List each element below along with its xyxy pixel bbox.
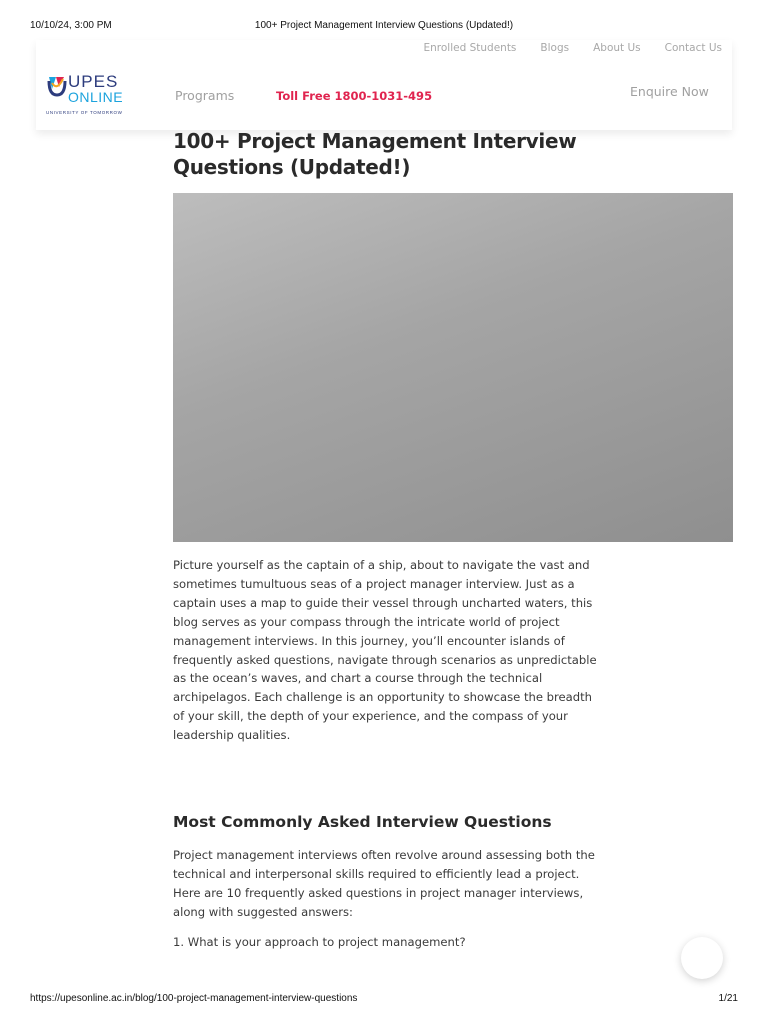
hero-image xyxy=(173,193,733,542)
article-title: 100+ Project Management Interview Questions (Updated!) xyxy=(173,129,577,179)
toll-free-link[interactable]: Toll Free 1800-1031-495 xyxy=(276,89,433,103)
section-heading: Most Commonly Asked Interview Questions xyxy=(173,813,552,831)
top-link-contact-us[interactable]: Contact Us xyxy=(664,42,722,54)
print-title: 100+ Project Management Interview Questions (Updated!) xyxy=(254,20,514,31)
site-header xyxy=(36,40,732,130)
logo-text xyxy=(68,73,123,104)
print-page-number: 1/21 xyxy=(718,993,738,1004)
print-header xyxy=(0,0,768,40)
question-1: 1. What is your approach to project management? xyxy=(173,935,466,949)
section-paragraph: Project management interviews often revolve around assessing both the technical and interpersonal skills required to efficiently lead a project. Here are 10 frequently asked questions in project manager interviews, along with suggested answers: xyxy=(173,848,595,919)
logo-tagline: UNIVERSITY OF TOMORROW xyxy=(46,110,123,115)
hero-image-background xyxy=(173,193,733,542)
intro-paragraph: Picture yourself as the captain of a ship, about to navigate the vast and sometimes tumultuous seas of a project manager interview. Just as a captain uses a map to guide their vessel through uncharted waters, this blog serves as your compass through the intricate world of project management interviews. In this journey, you’ll encounter islands of frequently asked questions, navigate through scenarios as unpredictable as the ocean’s waves, and chart a course through the technical archipelagos. Each challenge is an opportunity to showcase the breadth of your skill, the depth of your experience, and the compass of your leadership qualities. xyxy=(173,558,597,743)
logo-sub: ONLINE xyxy=(68,89,124,105)
print-footer xyxy=(0,993,768,1013)
top-link-blogs[interactable]: Blogs xyxy=(540,42,570,54)
nav-programs[interactable]: Programs xyxy=(175,88,235,103)
top-link-about-us[interactable]: About Us xyxy=(593,42,641,54)
print-url: https://upesonline.ac.in/blog/100-project-management-interview-questions xyxy=(30,993,358,1004)
print-datetime: 10/10/24, 3:00 PM xyxy=(30,20,112,31)
top-link-enrolled-students[interactable]: Enrolled Students xyxy=(423,42,517,54)
enquire-now-button[interactable]: Enquire Now xyxy=(630,84,709,99)
top-links xyxy=(424,42,723,54)
upes-online-logo[interactable] xyxy=(46,73,126,119)
chat-widget-button[interactable] xyxy=(681,937,723,979)
logo-brand: UPES xyxy=(68,72,119,91)
logo-mark-icon xyxy=(46,73,68,105)
